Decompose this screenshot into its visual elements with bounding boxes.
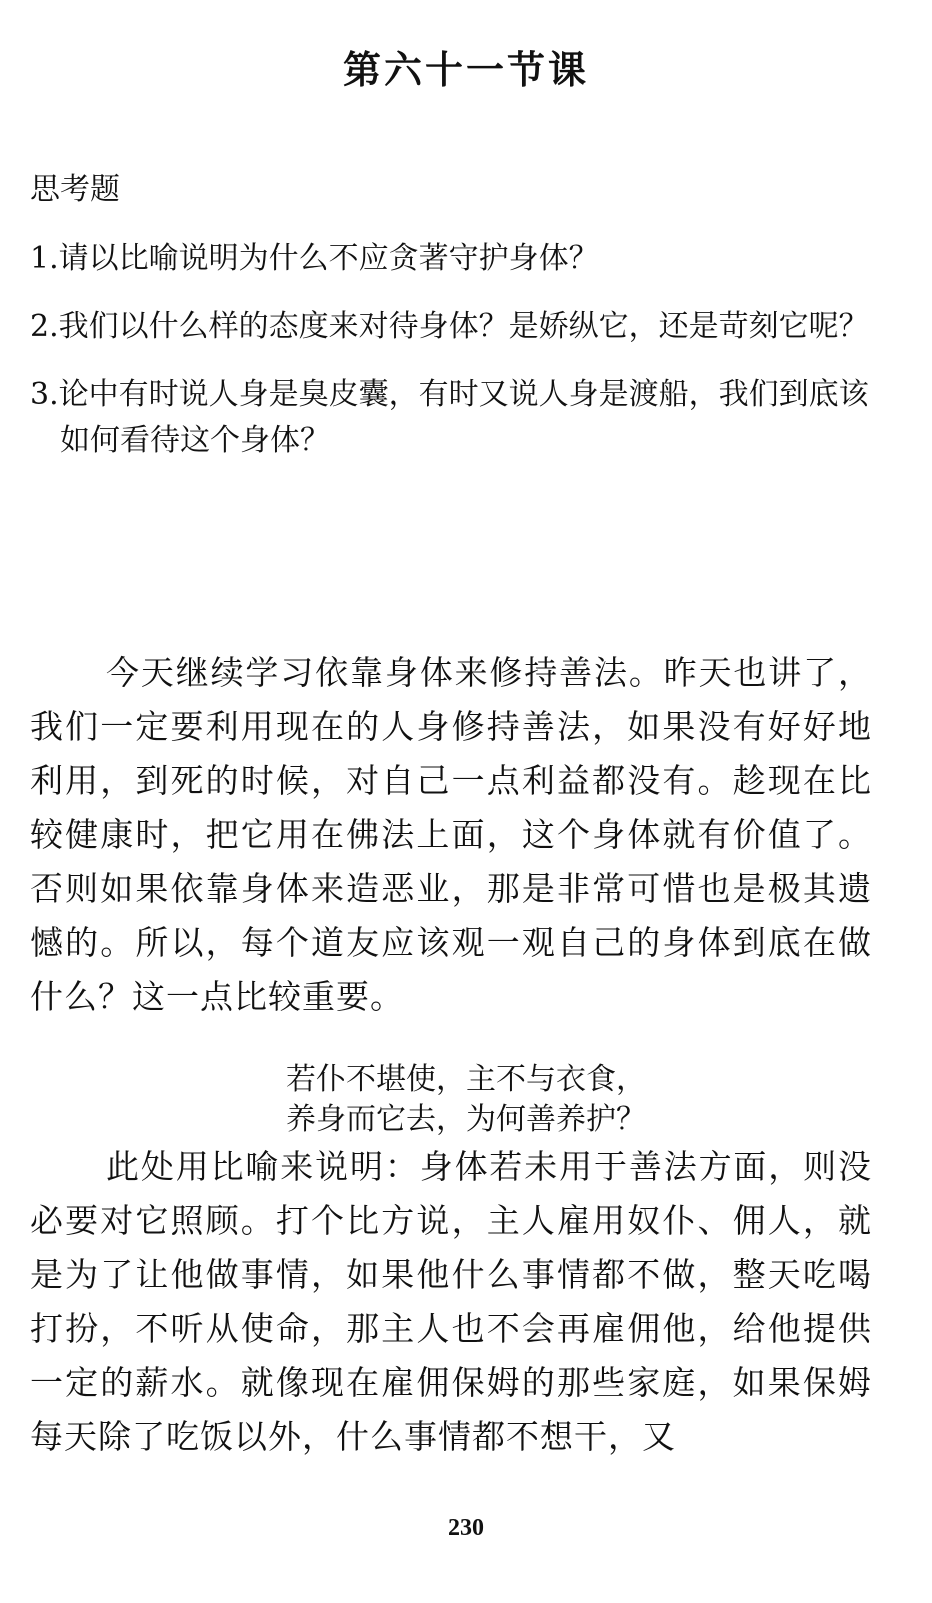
lesson-title: 第六十一节课 (342, 48, 589, 92)
verse-line: 养身而它去，为何善养护？ (286, 1102, 646, 1137)
verse-line: 若仆不堪使，主不与衣食， (286, 1062, 646, 1097)
questions-heading: 思考题 (30, 172, 120, 207)
questions-section (30, 166, 880, 486)
question-item: 3.论中有时说人身是臭皮囊，有时又说人身是渡船，我们到底该如何看待这个身体？ (30, 377, 869, 458)
body-paragraph: 今天继续学习依靠身体来修持善法。昨天也讲了，我们一定要利用现在的人身修持善法，如果没有好好地利用，到死的时候，对自己一点利益都没有。趁现在比较健康时，把它用在佛法上面，这个身体就有价值了。否则如果依靠身体来造恶业，那是非常可惜也是极其遗憾的。所以，每个道友应该观一观自己的身体到底在做什么？这一点比较重要。 (30, 653, 872, 1016)
page-number: 230 (448, 1515, 484, 1541)
question-item: 1.请以比喻说明为什么不应贪著守护身体？ (30, 241, 599, 276)
question-item: 2.我们以什么样的态度来对待身体？是娇纵它，还是苛刻它呢？ (30, 309, 869, 344)
body-paragraph: 此处用比喻来说明：身体若未用于善法方面，则没必要对它照顾。打个比方说，主人雇用奴仆、佣人，就是为了让他做事情，如果他什么事情都不做，整天吃喝打扮，不听从使命，那主人也不会再雇佣他，给他提供一定的薪水。就像现在雇佣保姆的那些家庭，如果保姆每天除了吃饭以外，什么事情都不想干，又 (30, 1147, 872, 1456)
verse-block (0, 1060, 932, 1140)
